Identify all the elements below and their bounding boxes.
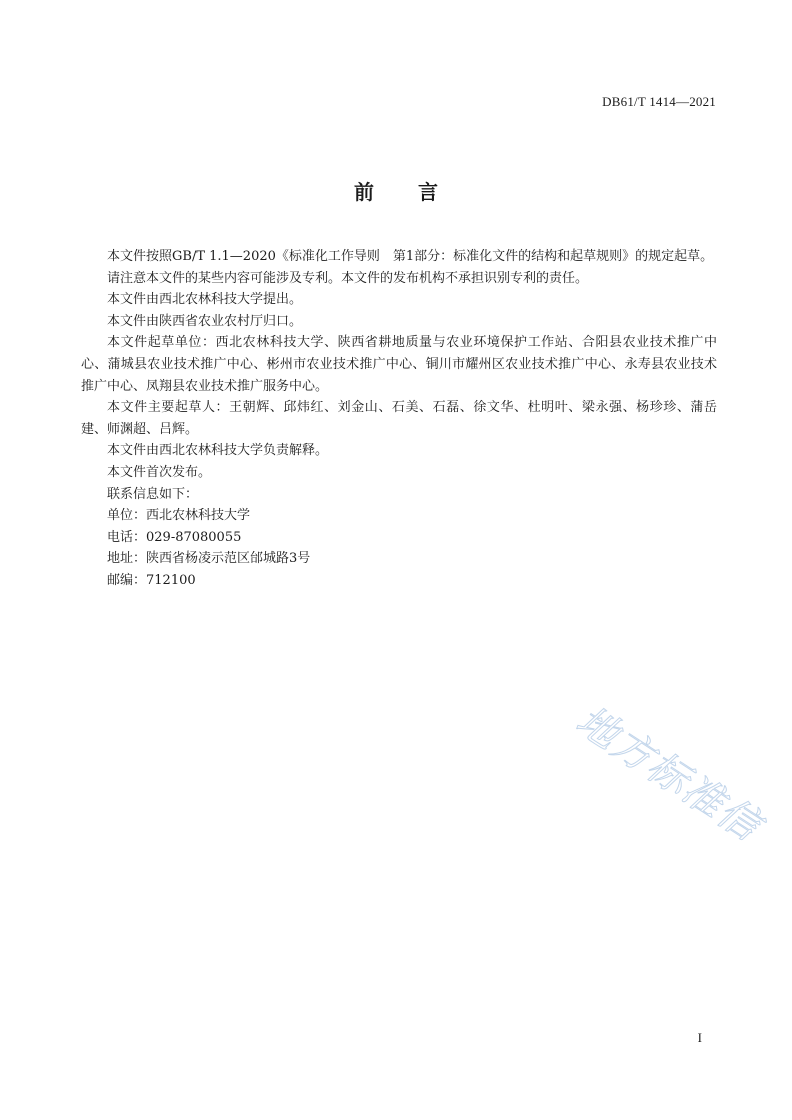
title-char-first: 前 [354,180,374,204]
title-char-second: 言 [418,180,438,204]
contact-phone: 电话：029-87080055 [107,529,242,545]
paragraph-first-release: 本文件首次发布。 [107,464,212,480]
paragraph-drafting-units: 本文件起草单位：西北农林科技大学、陕西省耕地质量与农业环境保护工作站、合阳县农业技术推广中心、蒲城县农业技术推广中心、彬州市农业技术推广中心、铜川市耀州区农业技术推广中心、永寿县农业技术推广中心、凤翔县农业技术推广服务中心。 [81,335,717,394]
paragraph-interpretation: 本文件由西北农林科技大学负责解释。 [107,443,329,459]
contact-unit: 单位：西北农林科技大学 [107,508,251,524]
document-code: DB61/T 1414—2021 [602,94,716,109]
foreword-body [81,246,717,592]
paragraph-contact-intro: 联系信息如下： [107,486,199,502]
contact-postcode: 邮编：712100 [107,572,196,588]
paragraph-administrator: 本文件由陕西省农业农村厅归口。 [107,313,303,329]
page-title [0,176,792,205]
paragraph-drafting-rules: 本文件按照GB/T 1.1—2020《标准化工作导则 第1部分：标准化文件的结构和起草规则》的规定起草。 [107,249,714,264]
page-number: I [697,1030,702,1045]
paragraph-patent-notice: 请注意本文件的某些内容可能涉及专利。本文件的发布机构不承担识别专利的责任。 [107,270,589,286]
paragraph-proposer: 本文件由西北农林科技大学提出。 [107,292,303,308]
paragraph-drafters: 本文件主要起草人：王朝辉、邱炜红、刘金山、石美、石磊、徐文华、杜明叶、梁永强、杨珍珍、蒲岳建、师渊超、吕辉。 [81,400,717,437]
watermark: 地方标准信 [568,697,770,851]
contact-address: 地址：陕西省杨凌示范区邰城路3号 [107,551,311,567]
